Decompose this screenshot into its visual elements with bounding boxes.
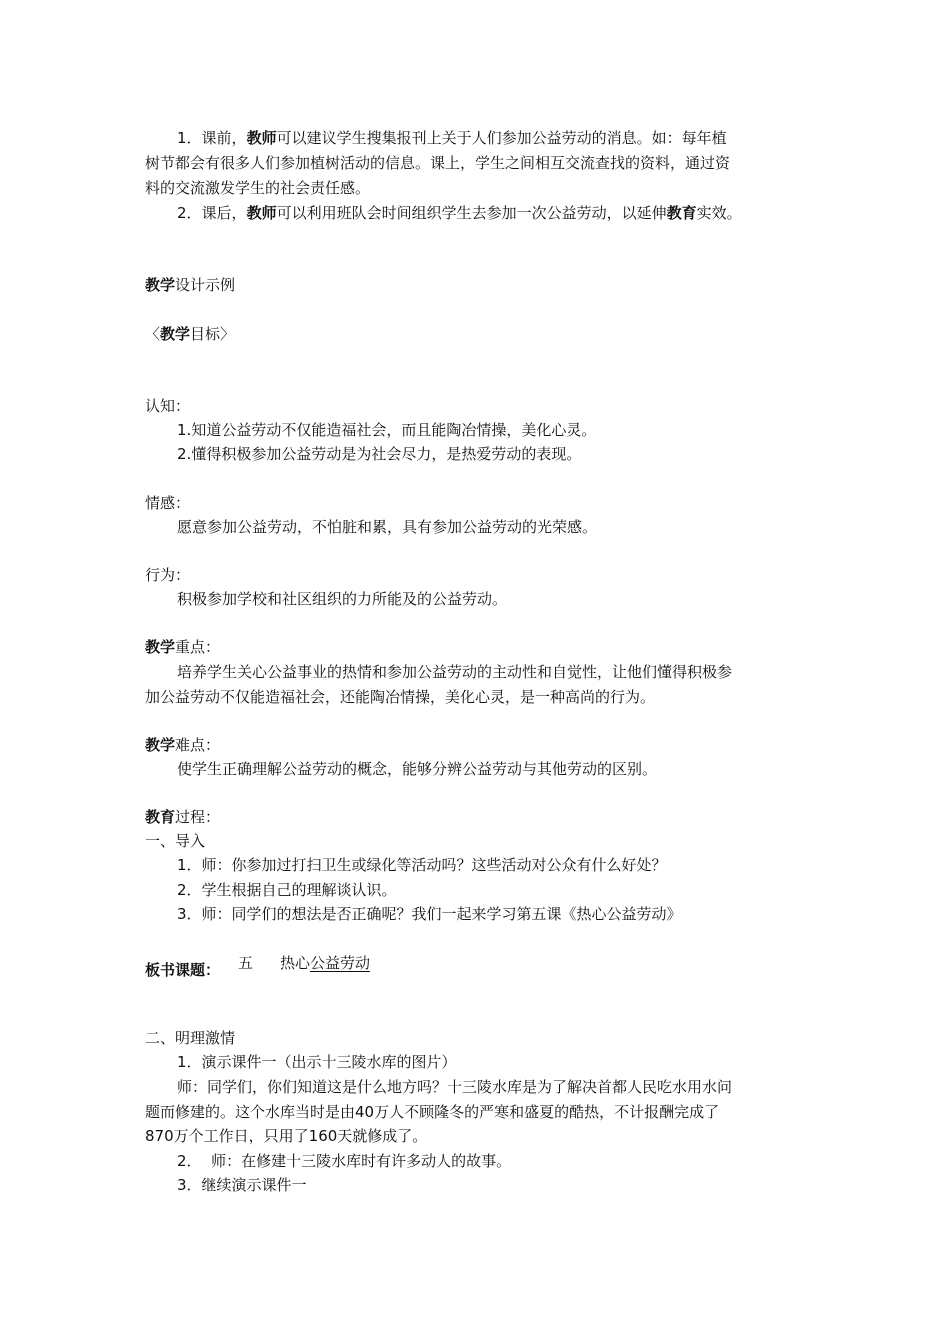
process-item-1: 1．师：你参加过打扫卫生或绿化等活动吗？这些活动对公众有什么好处？ xyxy=(177,856,667,874)
board-title-text: 热心公益劳动 xyxy=(280,954,371,972)
design-heading: 教学设计示例 xyxy=(145,276,236,294)
emotion-text: 愿意参加公益劳动，不怕脏和累，具有参加公益劳动的光荣感。 xyxy=(177,518,598,536)
process-heading: 教育过程： xyxy=(145,808,221,826)
section-2-item-2: 2． 师：在修建十三陵水库时有许多动人的故事。 xyxy=(177,1152,512,1170)
cognition-label: 认知： xyxy=(145,397,191,415)
goals-heading: 〈教学目标〉 xyxy=(145,325,236,343)
section-2-para-line-2: 题而修建的。这个水库当时是由40万人不顾隆冬的严寒和盛夏的酷热，不计报酬完成了 xyxy=(145,1103,720,1121)
cognition-item-2: 2.懂得积极参加公益劳动是为社会尽力，是热爱劳动的表现。 xyxy=(177,445,582,463)
board-title-label: 板书课题： xyxy=(145,961,221,979)
tip-1-line-3: 料的交流激发学生的社会责任感。 xyxy=(145,179,371,197)
cognition-item-1: 1.知道公益劳动不仅能造福社会，而且能陶冶情操，美化心灵。 xyxy=(177,421,597,439)
difficulty-heading: 教学难点： xyxy=(145,736,221,754)
board-title-number: 五 xyxy=(238,954,254,972)
difficulty-text: 使学生正确理解公益劳动的概念，能够分辨公益劳动与其他劳动的区别。 xyxy=(177,760,658,778)
section-2-title: 二、明理激情 xyxy=(145,1029,236,1047)
behavior-text: 积极参加学校和社区组织的力所能及的公益劳动。 xyxy=(177,590,508,608)
process-item-2: 2．学生根据自己的理解谈认识。 xyxy=(177,881,397,899)
tip-1-line-2: 树节都会有很多人们参加植树活动的信息。课上，学生之间相互交流查找的资料，通过资 xyxy=(145,154,731,172)
emotion-label: 情感： xyxy=(145,494,191,512)
keypoint-heading: 教学重点： xyxy=(145,638,221,656)
keypoint-line-1: 培养学生关心公益事业的热情和参加公益劳动的主动性和自觉性，让他们懂得积极参 xyxy=(177,663,733,681)
tip-1-line-1: 1．课前，教师可以建议学生搜集报刊上关于人们参加公益劳动的消息。如：每年植 xyxy=(177,129,727,147)
process-item-3: 3．师：同学们的想法是否正确呢？我们一起来学习第五课《热心公益劳动》 xyxy=(177,905,682,923)
section-2-para-line-1: 师：同学们，你们知道这是什么地方吗？十三陵水库是为了解决首都人民吃水用水问 xyxy=(177,1078,733,1096)
behavior-label: 行为： xyxy=(145,566,191,584)
section-1-title: 一、导入 xyxy=(145,832,206,850)
section-2-item-1: 1．演示课件一（出示十三陵水库的图片） xyxy=(177,1053,457,1071)
tip-2: 2．课后，教师可以利用班队会时间组织学生去参加一次公益劳动，以延伸教育实效。 xyxy=(177,204,742,222)
section-2-item-3: 3．继续演示课件一 xyxy=(177,1176,307,1194)
keypoint-line-2: 加公益劳动不仅能造福社会，还能陶冶情操，美化心灵，是一种高尚的行为。 xyxy=(145,688,656,706)
section-2-para-line-3: 870万个工作日，只用了160天就修成了。 xyxy=(145,1127,428,1145)
